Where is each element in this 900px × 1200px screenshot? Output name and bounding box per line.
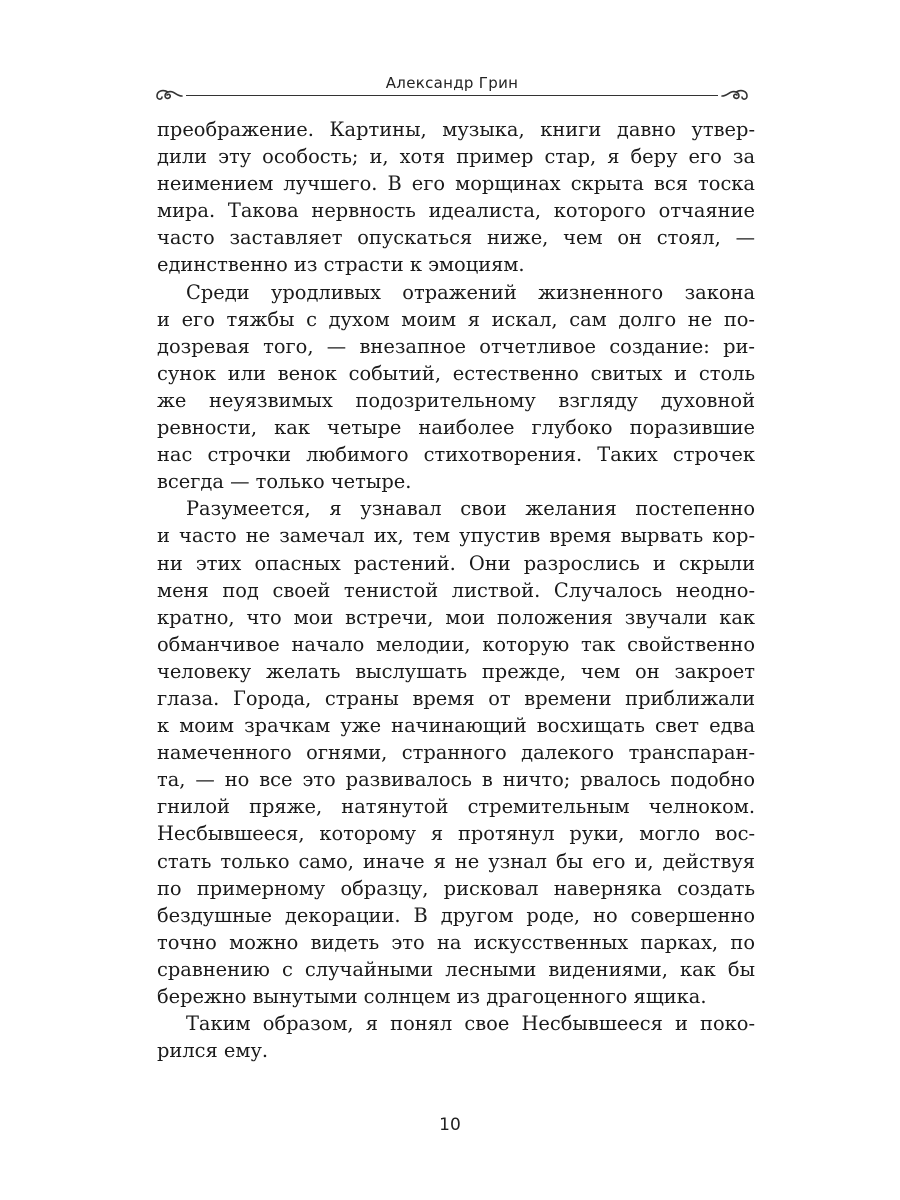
text-line: сравнению с случайными лесными видениями, как бы bbox=[157, 957, 755, 981]
text-line: Таким образом, я понял свое Несбывшееся и поко- bbox=[186, 1012, 755, 1036]
text-line: к моим зрачкам уже начинающий восхищать свет едва bbox=[157, 714, 755, 738]
text-line: по примерному образцу, рисковал наверняка создать bbox=[157, 876, 755, 900]
text-line: же неуязвимых подозрительному взгляду духовной bbox=[157, 388, 755, 412]
text-line: точно можно видеть это на искусственных парках, по bbox=[157, 930, 755, 954]
text-line: всегда — только четыре. bbox=[157, 470, 412, 494]
text-line: мира. Такова нервность идеалиста, которого отчаяние bbox=[157, 199, 755, 223]
text-line: и его тяжбы с духом моим я искал, сам долго не по- bbox=[157, 307, 755, 331]
paragraph bbox=[157, 279, 755, 496]
text-line: Разумеется, я узнавал свои желания постепенно bbox=[186, 497, 755, 521]
page-number: 10 bbox=[439, 1115, 461, 1135]
text-line: ни этих опасных растений. Они разрослись и скрыли bbox=[157, 551, 755, 575]
text-line: дили эту особость; и, хотя пример стар, я беру его за bbox=[157, 145, 755, 169]
text-line: единственно из страсти к эмоциям. bbox=[157, 253, 525, 277]
paragraph bbox=[157, 1010, 755, 1064]
text-line: стать только само, иначе я не узнал бы его и, действуя bbox=[157, 849, 755, 873]
text-line: глаза. Города, страны время от времени приближали bbox=[157, 686, 755, 710]
running-head-author: Александр Грин bbox=[385, 74, 519, 92]
paragraph bbox=[157, 495, 755, 1010]
paragraph bbox=[157, 116, 755, 279]
text-line: намеченного огнями, странного далекого транспаран- bbox=[157, 741, 755, 765]
text-line: гнилой пряже, натянутой стремительным челноком. bbox=[157, 795, 755, 819]
text-line: ревности, как четыре наиболее глубоко поразившие bbox=[157, 416, 755, 440]
running-head bbox=[150, 74, 754, 104]
text-line: сунок или венок событий, естественно свитых и столь bbox=[157, 361, 755, 385]
text-line: часто заставляет опускаться ниже, чем он стоял, — bbox=[157, 226, 755, 250]
text-line: кратно, что мои встречи, мои положения звучали как bbox=[157, 605, 755, 629]
text-line: нас строчки любимого стихотворения. Таких строчек bbox=[157, 443, 755, 467]
text-line: Среди уродливых отражений жизненного закона bbox=[186, 280, 755, 304]
text-line: преображение. Картины, музыка, книги давно утвер- bbox=[157, 118, 755, 141]
text-line: бережно вынутыми солнцем из драгоценного ящика. bbox=[157, 985, 707, 1008]
text-line: рился ему. bbox=[157, 1039, 269, 1063]
text-line: меня под своей тенистой листвой. Случалось неодно- bbox=[157, 578, 755, 602]
text-line: человеку желать выслушать прежде, чем он закроет bbox=[157, 659, 755, 683]
text-line: обманчивое начало мелодии, которую так свойственно bbox=[157, 632, 755, 656]
text-line: та, — но все это развивалось в ничто; рвалось подобно bbox=[157, 768, 755, 792]
right-flourish-ornament-icon bbox=[720, 86, 750, 104]
text-line: бездушные декорации. В другом роде, но совершенно bbox=[157, 903, 755, 927]
text-line: и часто не замечал их, тем упустив время вырвать кор- bbox=[157, 524, 755, 548]
text-line: дозревая того, — внезапное отчетливое создание: ри- bbox=[157, 334, 755, 358]
header-rule bbox=[186, 95, 718, 96]
text-line: Несбывшееся, которому я протянул руки, могло вос- bbox=[157, 822, 755, 846]
body-text bbox=[157, 116, 755, 1064]
text-line: неимением лучшего. В его морщинах скрыта вся тоска bbox=[157, 172, 755, 196]
